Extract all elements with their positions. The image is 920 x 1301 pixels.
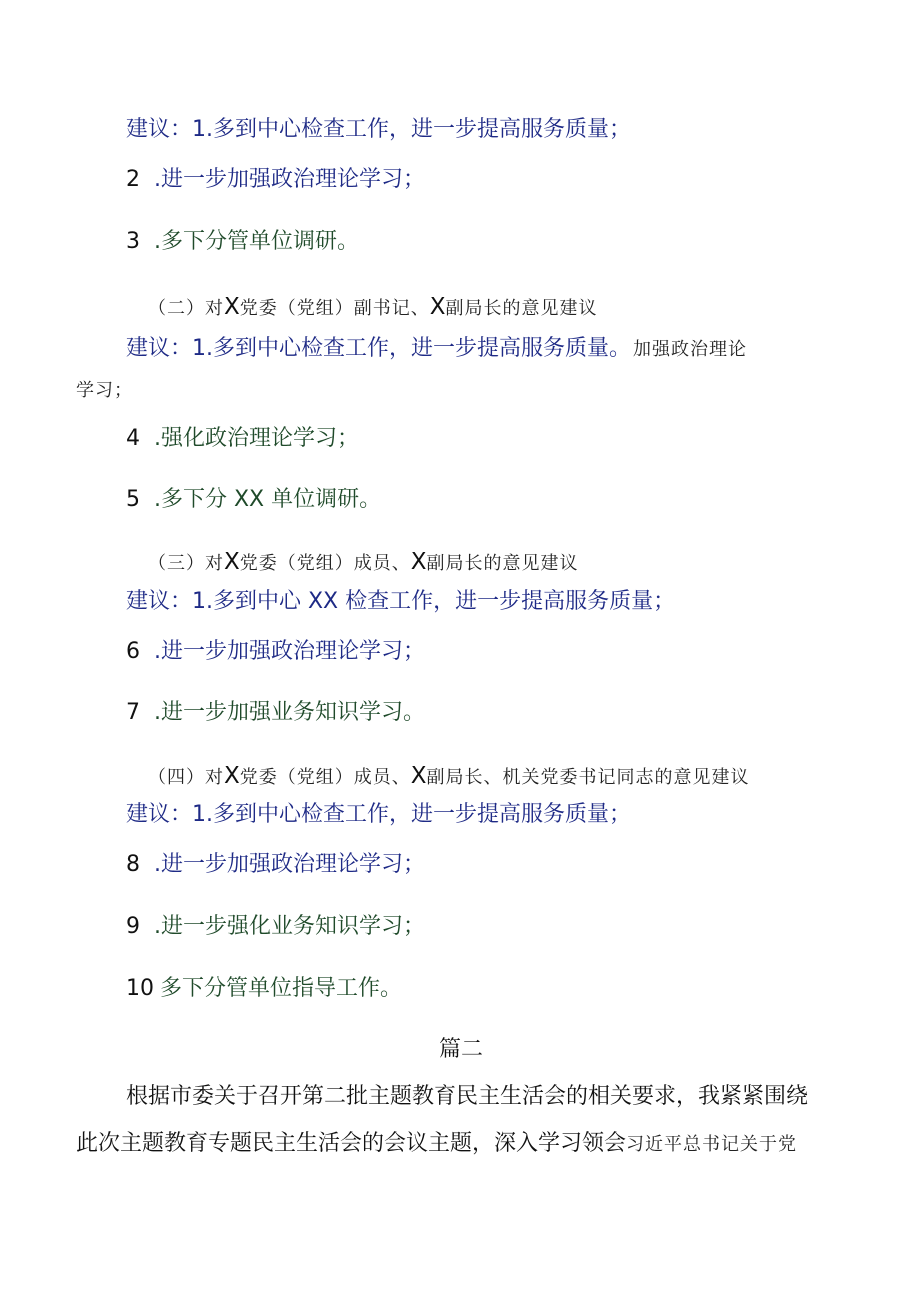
list-item-2 bbox=[126, 166, 425, 194]
list-item-6 bbox=[126, 638, 425, 666]
suggestion-line-4: 建议：1.多到中心检查工作，进一步提高服务质量； bbox=[126, 802, 631, 827]
list-item-4 bbox=[126, 425, 359, 453]
item-text: .进一步加强政治理论学习； bbox=[154, 852, 425, 877]
section-heading-2: （二）对X党委（党组）副书记、X副局长的意见建议 bbox=[148, 294, 598, 320]
item-number: 7 bbox=[126, 700, 140, 725]
item-number: 4 bbox=[126, 426, 140, 451]
list-item-3 bbox=[126, 228, 359, 256]
section-heading-4: （四）对X党委（党组）成员、X副局长、机关党委书记同志的意见建议 bbox=[148, 763, 750, 789]
item-number: 6 bbox=[126, 639, 140, 664]
item-text: .进一步加强政治理论学习； bbox=[154, 639, 425, 664]
suggestion-line-1: 建议：1.多到中心检查工作，进一步提高服务质量； bbox=[126, 117, 631, 142]
list-item-9 bbox=[126, 913, 425, 941]
item-text: 多下分管单位指导工作。 bbox=[160, 976, 403, 1001]
suggestion-wrap-2: 学习； bbox=[76, 380, 133, 401]
list-item-10 bbox=[126, 975, 402, 1003]
item-text: .多下分管单位调研。 bbox=[154, 229, 359, 254]
item-text: .进一步强化业务知识学习； bbox=[154, 914, 425, 939]
suggestion-line-2: 建议：1.多到中心检查工作，进一步提高服务质量。 加强政治理论 bbox=[126, 336, 747, 361]
item-number: 5 bbox=[126, 487, 140, 512]
paragraph-line-1: 根据市委关于召开第二批主题教育民主生活会的相关要求，我紧紧围绕 bbox=[126, 1084, 809, 1109]
section-heading-3: （三）对X党委（党组）成员、X副局长的意见建议 bbox=[148, 549, 579, 575]
item-text: .多下分 XX 单位调研。 bbox=[154, 487, 382, 512]
list-item-7 bbox=[126, 699, 425, 727]
item-number: 3 bbox=[126, 229, 140, 254]
item-number: 8 bbox=[126, 852, 140, 877]
list-item-8 bbox=[126, 851, 425, 879]
item-number: 2 bbox=[126, 167, 140, 192]
item-text: .进一步加强政治理论学习； bbox=[154, 167, 425, 192]
paragraph-line-2: 此次主题教育专题民主生活会的会议主题，深入学习领会习近平总书记关于党 bbox=[76, 1131, 798, 1156]
part-title: 篇二 bbox=[439, 1037, 484, 1062]
item-text: .强化政治理论学习； bbox=[154, 426, 359, 451]
list-item-5 bbox=[126, 486, 381, 514]
item-number: 10 bbox=[126, 976, 154, 1001]
item-number: 9 bbox=[126, 914, 140, 939]
item-text: .进一步加强业务知识学习。 bbox=[154, 700, 425, 725]
suggestion-line-3: 建议：1.多到中心 XX 检查工作，进一步提高服务质量； bbox=[126, 589, 676, 614]
